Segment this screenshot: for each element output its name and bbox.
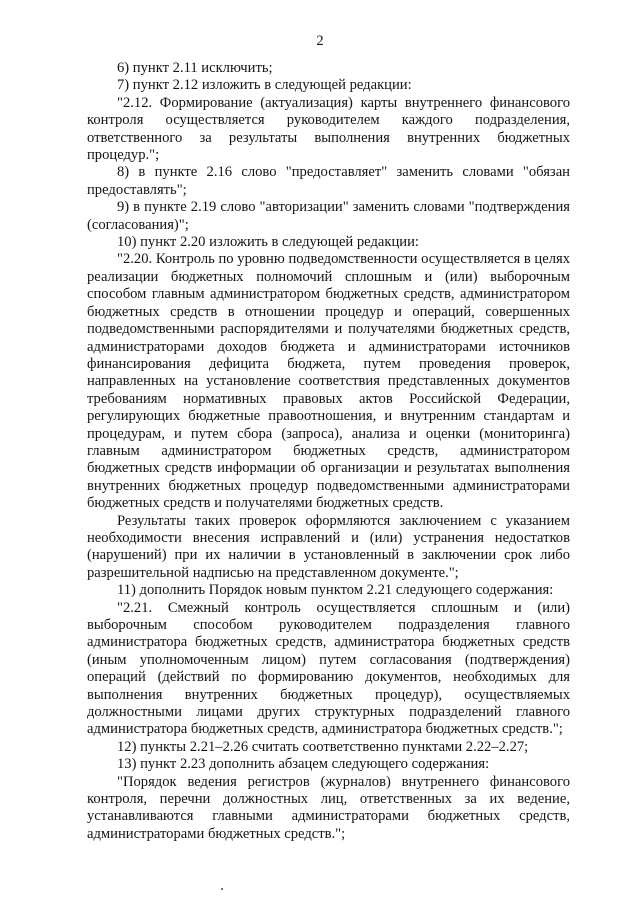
page-number: 2 <box>316 33 324 49</box>
paragraph-item-6: 6) пункт 2.11 исключить; <box>117 60 273 76</box>
document-body <box>87 60 570 843</box>
paragraph-item-8: 8) в пункте 2.16 слово "предоставляет" заменить словами "обязан предоставлять"; <box>87 164 570 198</box>
paragraph-item-9: 9) в пункте 2.19 слово "авторизации" заменить словами "подтверждения (согласования)"; <box>87 199 570 233</box>
paragraph-clause-2-20-results: Результаты таких проверок оформляются заключением с указанием необходимости внесения исправлений и (или) устранения недостатков (нарушений) при их наличии в установленный в заключении срок либо разрешительной надписью на представленном документе."; <box>87 512 570 581</box>
paragraph-item-13: 13) пункт 2.23 дополнить абзацем следующего содержания: <box>117 756 490 773</box>
paragraph-clause-2-21: "2.21. Смежный контроль осуществляется сплошным и (или) выборочным способом руководителем подразделения главного администратора бюджетных средств, администратора бюджетных средств (иным уполномоченным лицом) путем согласования (подтверждения) операций (действий по формированию документов, необходимых для выполнения внутренних бюджетных процедур), осуществляемых должностными лицами других структурных подразделений главного администратора бюджетных средств, администратора бюджетных средств."; <box>87 599 570 738</box>
paragraph-item-10: 10) пункт 2.20 изложить в следующей редакции: <box>117 234 419 251</box>
paragraph-clause-2-20: "2.20. Контроль по уровню подведомственности осуществляется в целях реализации бюджетных полномочий сплошным и (или) выборочным способом главным администратором бюджетных средств, администратором бюджетных средств в отношении процедур и операций, совершенных подведомственными распорядителями и получателями бюджетных средств, администраторами доходов бюджета и администраторами источников финансирования дефицита бюджета, путем проведения проверок, направленных на установление соответствия представленных документов требованиям нормативных правовых актов Российской Федерации, регулирующих бюджетные правоотношения, и внутренним стандартам и процедурам, и путем сбора (запроса), анализа и оценки (мониторинга) главным администратором бюджетных средств, администратором бюджетных средств информации об организации и результатах выполнения внутренних бюджетных процедур подведомственными администраторами бюджетных средств и получателями бюджетных средств. <box>87 251 570 512</box>
scan-speck <box>221 888 223 890</box>
paragraph-clause-2-23-addition: "Порядок ведения регистров (журналов) внутреннего финансового контроля, перечни должностных лиц, ответственных за их ведение, устанавливаются главными администраторами бюджетных средств, администраторами бюджетных средств."; <box>87 773 570 842</box>
paragraph-item-7: 7) пункт 2.12 изложить в следующей редакции: <box>117 77 412 94</box>
paragraph-clause-2-12: "2.12. Формирование (актуализация) карты внутреннего финансового контроля осуществляется руководителем каждого подразделения, ответственного за результаты выполнения внутренних бюджетных процедур."; <box>87 94 570 164</box>
paragraph-item-12: 12) пункты 2.21–2.26 считать соответственно пунктами 2.22–2.27; <box>117 738 529 755</box>
paragraph-item-11: 11) дополнить Порядок новым пунктом 2.21 следующего содержания: <box>117 582 554 599</box>
